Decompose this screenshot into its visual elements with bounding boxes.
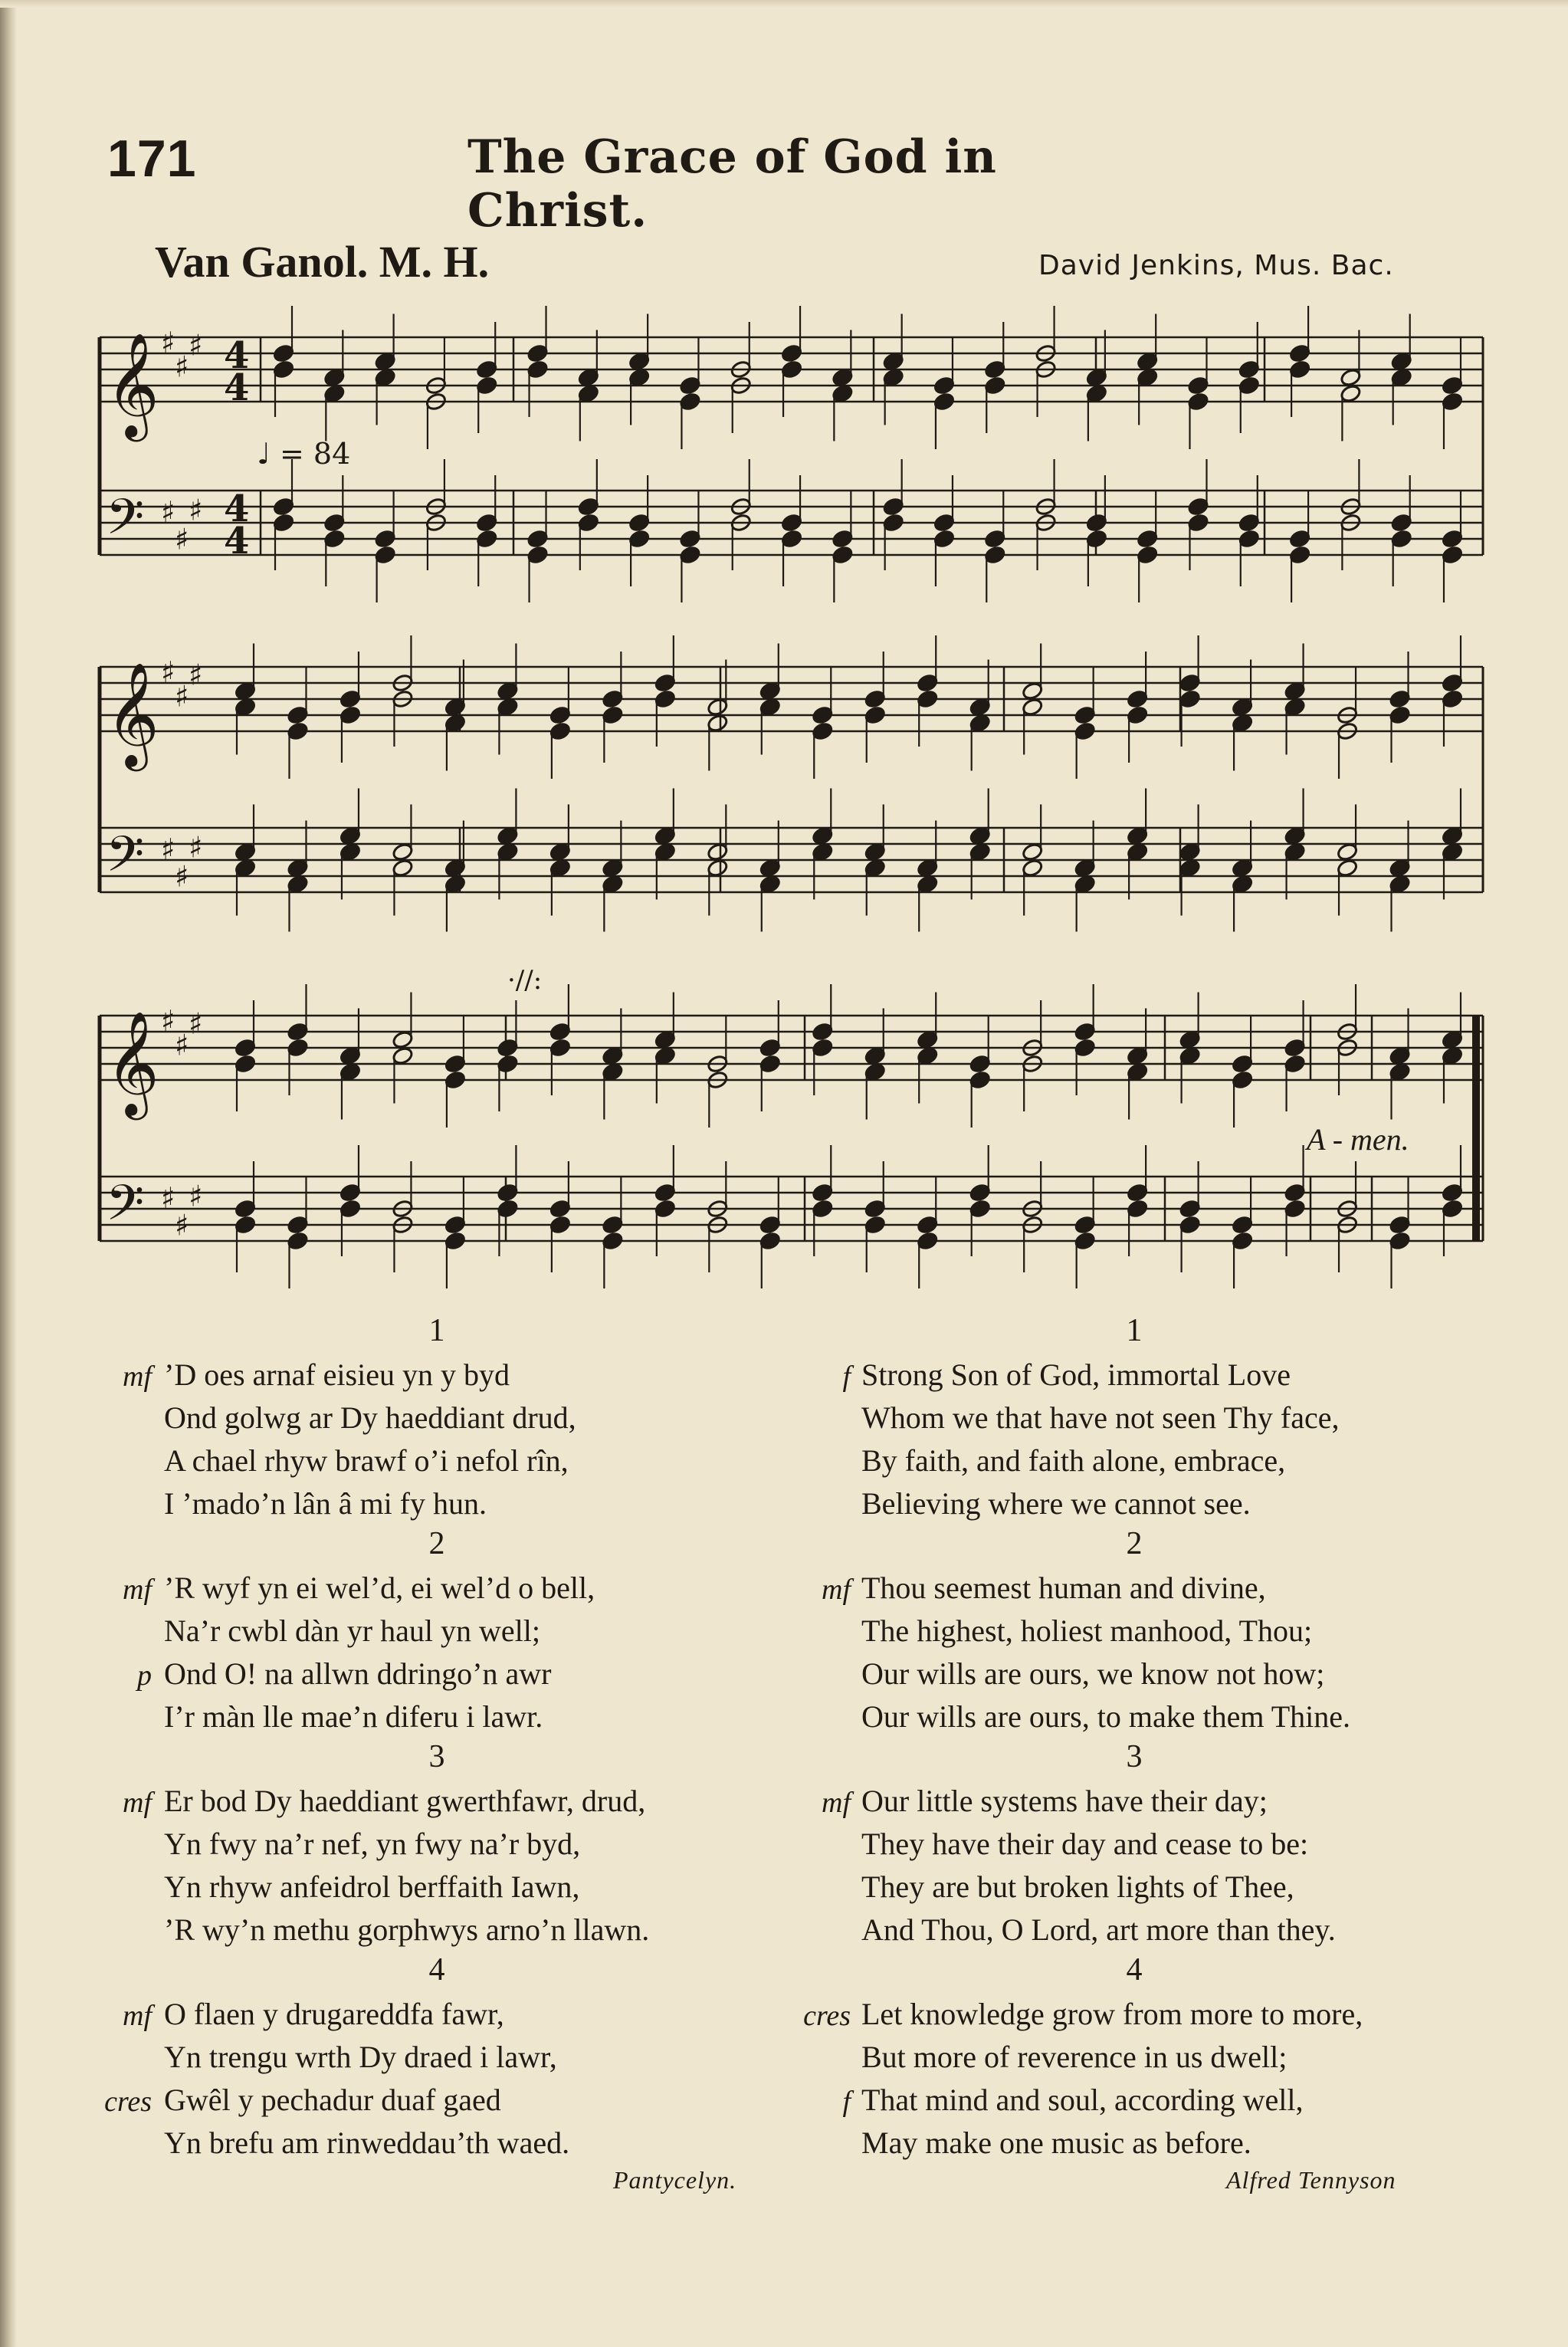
english-verse-line: Strong Son of God, immortal Love: [861, 1357, 1291, 1392]
welsh-verse-line: Ond O! na allwn ddringo’n awr: [164, 1656, 552, 1691]
english-verse-number: 1: [1126, 1313, 1143, 1348]
treble-clef: 𝄞: [106, 1009, 159, 1115]
english-verse-line: Believing where we cannot see.: [861, 1486, 1251, 1521]
sharp-sign: ♯: [175, 679, 189, 714]
amen-lyric: A - men.: [1307, 1122, 1409, 1157]
bass-clef: 𝄢: [106, 826, 145, 895]
welsh-verse-number: 2: [428, 1526, 445, 1561]
sharp-sign: ♯: [161, 655, 175, 689]
welsh-verse-line: Er bod Dy haeddiant gwerthfawr, drud,: [164, 1784, 646, 1818]
sharp-sign: ♯: [189, 658, 203, 692]
treble-clef: 𝄞: [106, 661, 159, 766]
english-verse-number: 2: [1126, 1526, 1143, 1561]
dynamic-mark: cres: [803, 2000, 851, 2032]
english-verse-line: Our wills are ours, to make them Thine.: [861, 1699, 1351, 1734]
tempo-mark: ♩ = 84: [257, 437, 351, 471]
english-verse-line: Our wills are ours, we know not how;: [861, 1656, 1325, 1691]
english-verse-line: They are but broken lights of Thee,: [861, 1869, 1294, 1904]
english-verse-line: And Thou, O Lord, art more than they.: [861, 1912, 1336, 1947]
welsh-verse-line: Yn trengu wrth Dy draed i lawr,: [164, 2040, 557, 2074]
sharp-sign: ♯: [189, 830, 203, 865]
repeat-sign: ·//:: [507, 965, 543, 996]
sharp-sign: ♯: [189, 1179, 203, 1213]
english-verse-line: Thou seemest human and divine,: [861, 1571, 1266, 1605]
dynamic-mark: mf: [123, 1574, 152, 1606]
english-verse-line: They have their day and cease to be:: [861, 1827, 1309, 1861]
sharp-sign: ♯: [175, 859, 189, 894]
english-verse-line: Our little systems have their day;: [861, 1784, 1268, 1818]
hymn-title: The Grace of God in Christ.: [467, 130, 997, 238]
english-author: Alfred Tennyson: [1226, 2166, 1396, 2194]
bass-clef: 𝄢: [106, 1175, 145, 1244]
english-verse-line: By faith, and faith alone, embrace,: [861, 1443, 1286, 1478]
dynamic-mark: mf: [123, 1361, 152, 1393]
dynamic-mark: mf: [123, 2000, 152, 2032]
welsh-verse-number: 4: [428, 1952, 445, 1988]
dynamic-mark: f: [842, 2086, 851, 2118]
dynamic-mark: mf: [822, 1787, 851, 1819]
hymn-number: 171: [107, 130, 197, 188]
sharp-sign: ♯: [161, 1004, 175, 1038]
sharp-sign: ♯: [161, 326, 175, 359]
time-signature-bottom: 4: [224, 520, 250, 563]
welsh-verse-number: 3: [428, 1739, 445, 1774]
english-verse-number: 3: [1126, 1739, 1143, 1774]
dynamic-mark: cres: [104, 2086, 152, 2118]
welsh-verse-line: I ’mado’n lân â mi fy hun.: [164, 1486, 487, 1521]
time-signature-top: 4: [224, 487, 250, 530]
welsh-verse-line: Yn rhyw anfeidrol berffaith Iawn,: [164, 1869, 580, 1904]
sharp-sign: ♯: [189, 493, 203, 527]
english-verse-number: 4: [1126, 1952, 1143, 1988]
treble-clef: 𝄞: [106, 331, 159, 437]
welsh-verse-number: 1: [428, 1313, 445, 1348]
sharp-sign: ♯: [189, 1006, 203, 1041]
final-barline: [1472, 1016, 1480, 1241]
welsh-verse-line: ’R wyf yn ei wel’d, ei wel’d o bell,: [164, 1571, 595, 1605]
welsh-verse-line: Na’r cwbl dàn yr haul yn well;: [164, 1613, 540, 1648]
composer: David Jenkins, Mus. Bac.: [1038, 250, 1394, 281]
welsh-verse-line: A chael rhyw brawf o’i nefol rîn,: [164, 1443, 569, 1478]
sharp-sign: ♯: [175, 522, 189, 556]
sharp-sign: ♯: [175, 1208, 189, 1242]
english-verse-line: That mind and soul, according well,: [861, 2083, 1304, 2117]
english-verse-line: But more of reverence in us dwell;: [861, 2040, 1288, 2074]
welsh-verse-line: Yn fwy na’r nef, yn fwy na’r byd,: [164, 1827, 581, 1861]
english-verse-line: Let knowledge grow from more to more,: [861, 1997, 1363, 2031]
welsh-verse-line: Ond golwg ar Dy haeddiant drud,: [164, 1400, 576, 1435]
dynamic-mark: f: [842, 1361, 851, 1393]
sharp-sign: ♯: [175, 1028, 189, 1062]
sharp-sign: ♯: [161, 1181, 175, 1215]
welsh-verse-line: Yn brefu am rinweddau’th waed.: [164, 2125, 570, 2160]
sharp-sign: ♯: [161, 495, 175, 529]
welsh-verse-line: O flaen y drugareddfa fawr,: [164, 1997, 504, 2031]
time-signature-bottom: 4: [224, 366, 250, 409]
time-signature-top: 4: [224, 334, 250, 377]
sharp-sign: ♯: [175, 350, 189, 384]
english-verse-line: Whom we that have not seen Thy face,: [861, 1400, 1340, 1435]
dynamic-mark: mf: [123, 1787, 152, 1819]
bass-clef: 𝄢: [106, 489, 145, 558]
dynamic-mark: mf: [822, 1574, 851, 1606]
dynamic-mark: p: [137, 1659, 152, 1692]
sharp-sign: ♯: [189, 328, 203, 363]
welsh-verse-line: ’D oes arnaf eisieu yn y byd: [164, 1357, 510, 1392]
english-verse-line: The highest, holiest manhood, Thou;: [861, 1613, 1313, 1648]
welsh-verse-line: ’R wy’n methu gorphwys arno’n llawn.: [164, 1912, 650, 1947]
english-verse-line: May make one music as before.: [861, 2125, 1251, 2160]
sharp-sign: ♯: [161, 832, 175, 866]
welsh-author: Pantycelyn.: [613, 2166, 737, 2194]
welsh-verse-line: I’r màn lle mae’n diferu i lawr.: [164, 1699, 543, 1734]
tune-name: Van Ganol. M. H.: [155, 237, 490, 287]
welsh-verse-line: Gwêl y pechadur duaf gaed: [164, 2083, 501, 2117]
